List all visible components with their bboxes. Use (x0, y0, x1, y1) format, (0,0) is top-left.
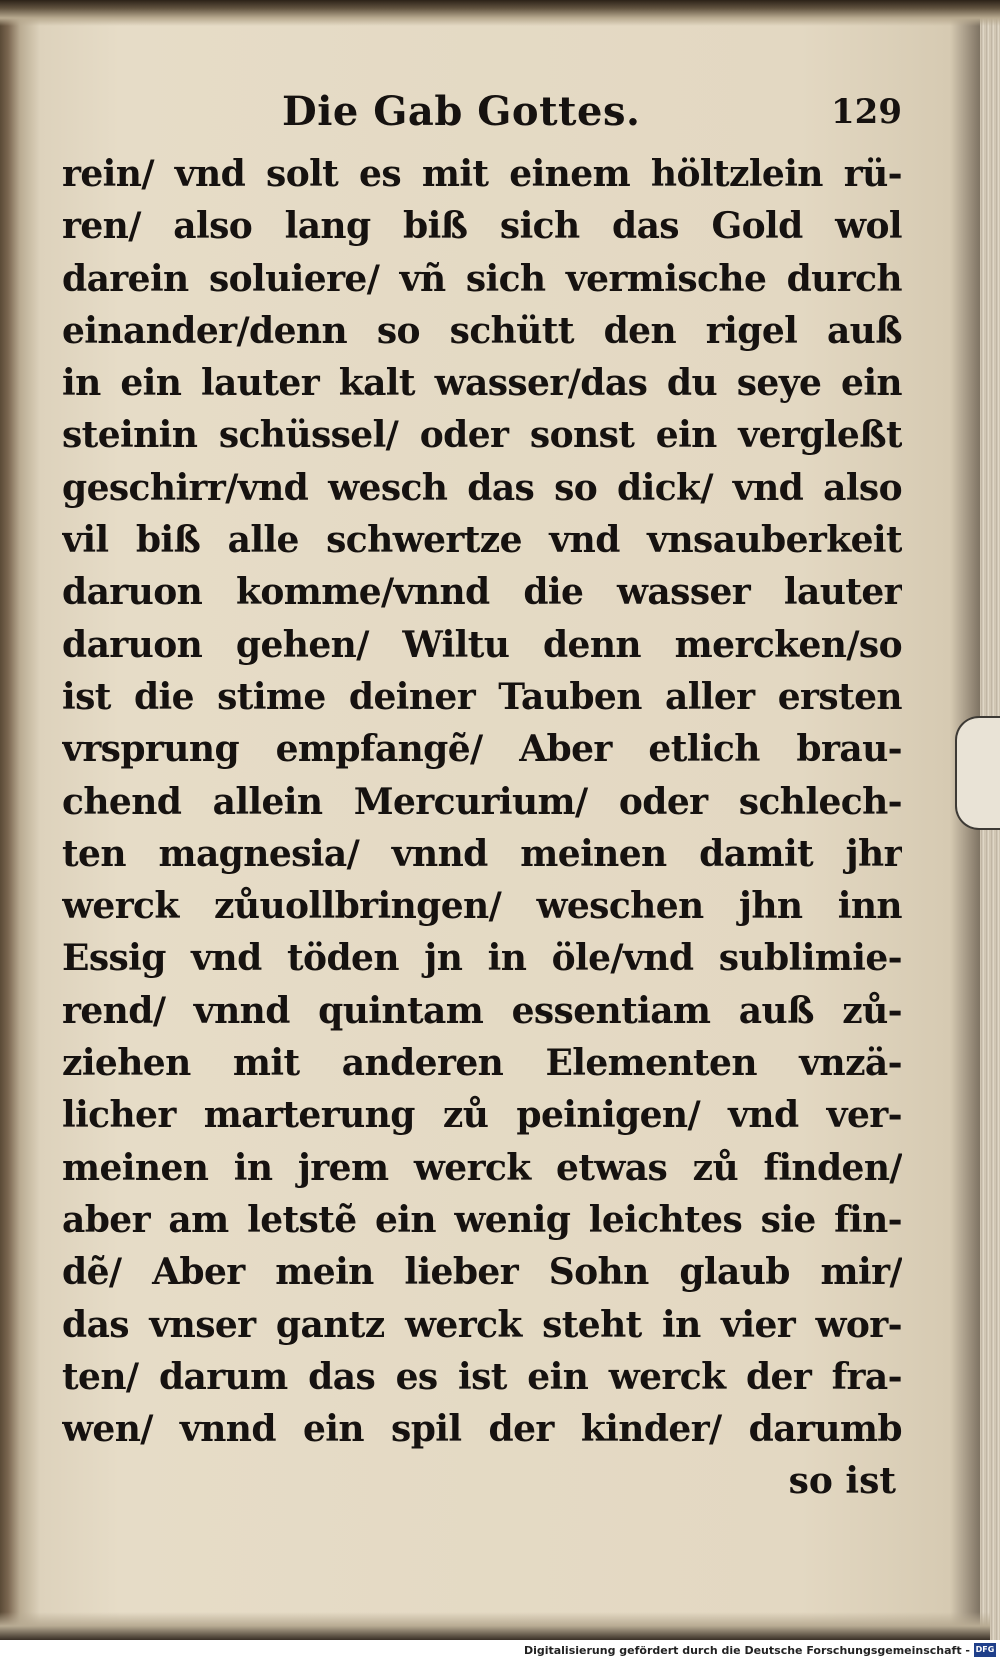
funding-credit: Digitalisierung gefördert durch die Deutsche Forschungsgemeinschaft - (523, 1644, 970, 1657)
text-line: meinen in jrem werck etwas zů finden/ (62, 1146, 902, 1189)
page-tab-marker (955, 716, 1000, 830)
dfg-logo: DFG (974, 1643, 996, 1657)
text-line: einander/denn so schütt den rigel auß (62, 309, 902, 352)
page-header (62, 80, 902, 144)
text-line: vrsprung empfangẽ/ Aber etlich brau- (62, 728, 902, 771)
text-line: ten magnesia/ vnnd meinen damit jhr (62, 832, 902, 875)
text-line: rend/ vnnd quintam essentiam auß zů- (62, 989, 902, 1032)
text-line: ziehen mit anderen Elementen vnzä- (62, 1042, 902, 1085)
text-line: wen/ vnnd ein spil der kinder/ darumb (62, 1408, 902, 1451)
body-text (62, 148, 902, 1455)
page-number: 129 (831, 92, 902, 132)
text-line: daruon gehen/ Wiltu denn mercken/so (62, 623, 902, 666)
bottom-edge-shadow (0, 1612, 990, 1640)
text-line: chend allein Mercurium/ oder schlech- (62, 780, 902, 823)
text-line: aber am letstẽ ein wenig leichtes sie fin- (62, 1198, 902, 1241)
text-line: rein/ vnd solt es mit einem höltzlein rü- (62, 153, 902, 195)
printed-page (62, 80, 902, 1507)
text-line: in ein lauter kalt wasser/das du seye ein (62, 362, 902, 405)
top-edge-shadow (0, 0, 1000, 26)
text-line: Essig vnd töden jn in öle/vnd sublimie- (62, 937, 902, 980)
text-line: vil biß alle schwertze vnd vnsauberkeit (62, 519, 902, 562)
text-line: ten/ darum das es ist ein werck der fra- (62, 1355, 902, 1398)
text-line: dẽ/ Aber mein lieber Sohn glaub mir/ (62, 1251, 902, 1294)
text-line: ren/ also lang biß sich das Gold wol (62, 205, 902, 248)
text-line: geschirr/vnd wesch das so dick/ vnd also (62, 466, 902, 509)
text-line: werck zůuollbringen/ weschen jhn inn (62, 885, 902, 928)
text-line: licher marterung zů peinigen/ vnd ver- (62, 1094, 902, 1137)
catchword: so ist (788, 1460, 896, 1503)
text-line: daruon komme/vnnd die wasser lauter (62, 571, 902, 614)
text-line: steinin schüssel/ oder sonst ein vergleßt (62, 414, 902, 457)
digitization-footer (0, 1640, 1000, 1662)
text-line: das vnser gantz werck steht in vier wor- (62, 1303, 902, 1346)
text-line: ist die stime deiner Tauben aller ersten (62, 675, 902, 718)
text-line: darein soluiere/ vñ sich vermische durch (62, 257, 902, 300)
running-title: Die Gab Gottes. (282, 88, 641, 135)
